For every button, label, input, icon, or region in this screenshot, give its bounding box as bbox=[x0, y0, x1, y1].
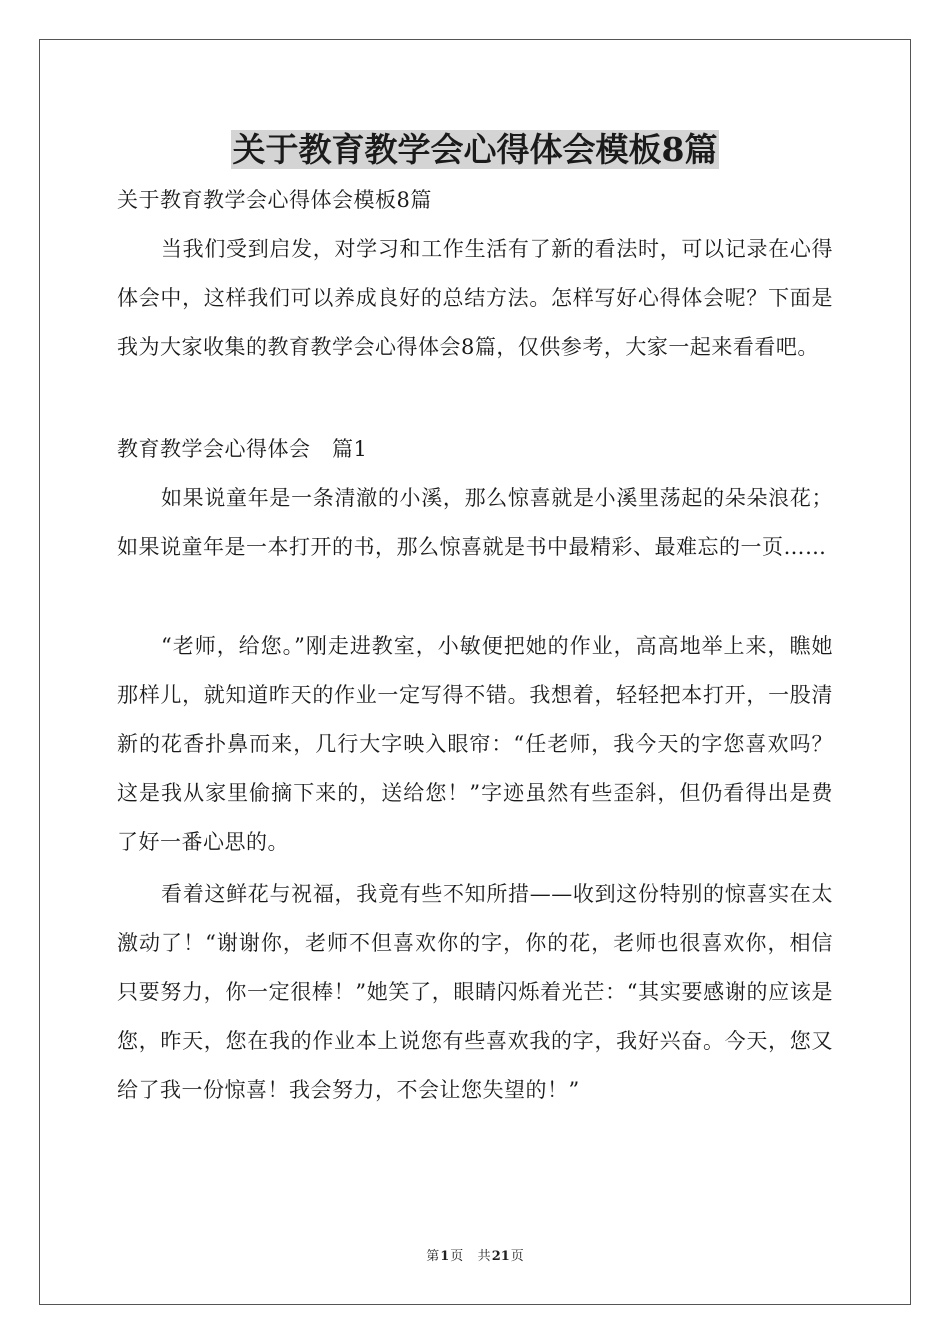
section-heading: 教育教学会心得体会 篇1 bbox=[117, 437, 368, 461]
document-title bbox=[117, 128, 833, 172]
footer-total-prefix: 共 bbox=[477, 1249, 491, 1264]
footer-total-suffix: 页 bbox=[510, 1249, 524, 1264]
body-paragraph-1: 如果说童年是一条清澈的小溪，那么惊喜就是小溪里荡起的朵朵浪花；如果说童年是一本打开的书，那么惊喜就是书中最精彩、最难忘的一页…… bbox=[117, 486, 833, 559]
document-subtitle: 关于教育教学会心得体会模板8篇 bbox=[117, 188, 432, 212]
body-paragraph-3: 看着这鲜花与祝福，我竟有些不知所措——收到这份特别的惊喜实在太激动了！“谢谢你，老师不但喜欢你的字，你的花，老师也很喜欢你，相信只要努力，你一定很棒！”她笑了，眼睛闪烁着光芒：“其实要感谢的应该是您，昨天，您在我的作业本上说您有些喜欢我的字，我好兴奋。今天，您又给了我一份惊喜！我会努力，不会让您失望的！” bbox=[117, 882, 833, 1102]
footer-page-word: 页 bbox=[450, 1249, 464, 1264]
footer-current-page: 1 bbox=[440, 1249, 450, 1264]
intro-paragraph: 当我们受到启发，对学习和工作生活有了新的看法时，可以记录在心得体会中，这样我们可以养成良好的总结方法。怎样写好心得体会呢？下面是我为大家收集的教育教学会心得体会8篇，仅供参考，大家一起来看看吧。 bbox=[117, 237, 833, 359]
title-highlight: 关于教育教学会心得体会模板8篇 bbox=[232, 130, 718, 169]
body-paragraph-2: “老师，给您。”刚走进教室，小敏便把她的作业，高高地举上来，瞧她那样儿，就知道昨天的作业一定写得不错。我想着，轻轻把本打开，一股清新的花香扑鼻而来，几行大字映入眼帘：“任老师，我今天的字您喜欢吗？这是我从家里偷摘下来的，送给您！”字迹虽然有些歪斜，但仍看得出是费了好一番心思的。 bbox=[117, 634, 833, 854]
page-footer bbox=[0, 1247, 950, 1267]
footer-prefix: 第 bbox=[426, 1249, 440, 1264]
footer-total-pages: 21 bbox=[491, 1249, 510, 1264]
